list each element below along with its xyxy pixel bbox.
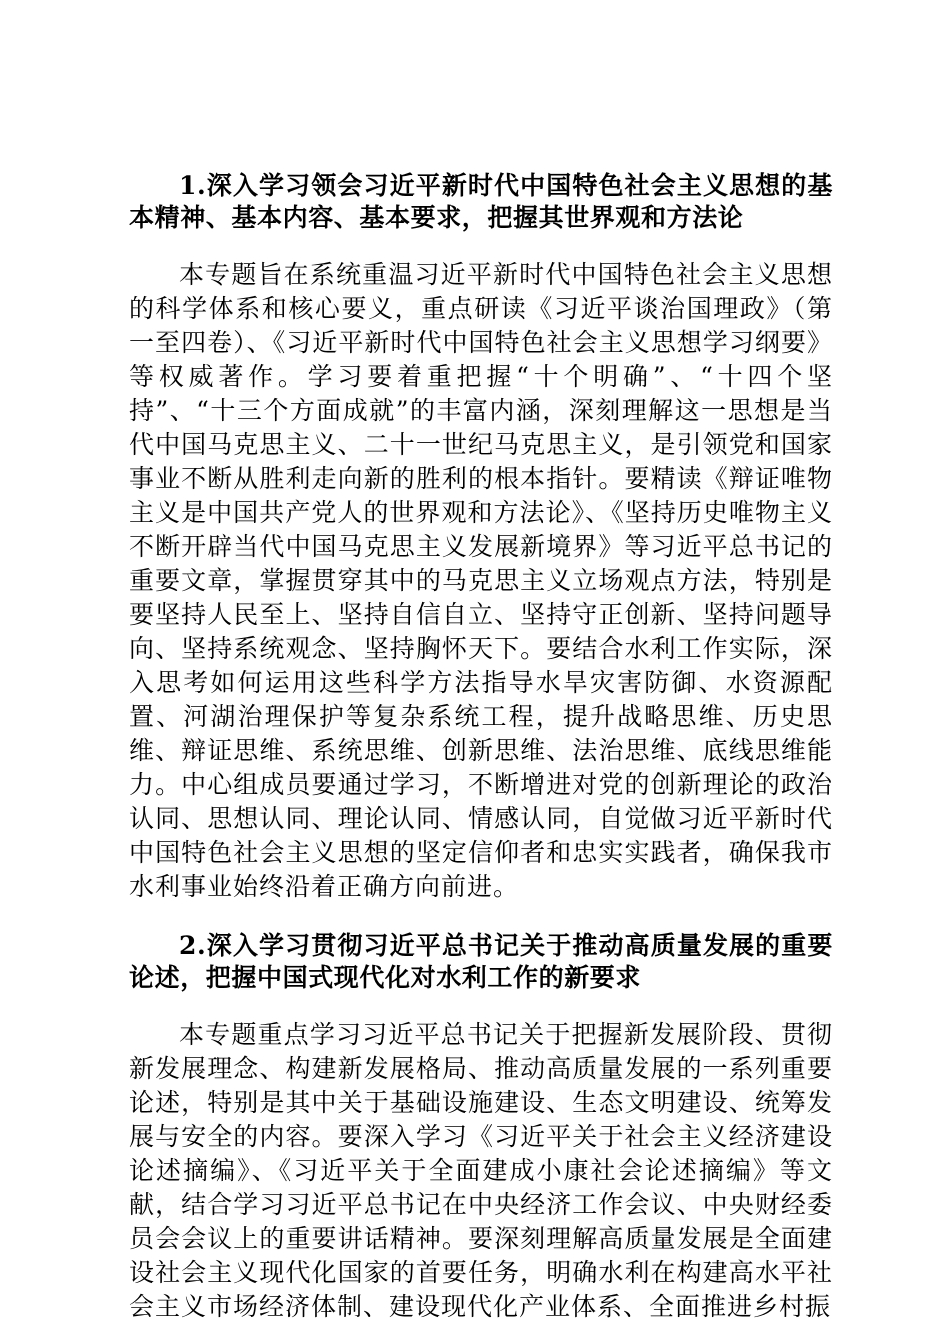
section-2-heading: 2.深入学习贯彻习近平总书记关于推动高质量发展的重要论述，把握中国式现代化对水利工作的新要求 [129,931,833,992]
spacer [129,994,833,1018]
section-2-body: 本专题重点学习习近平总书记关于把握新发展阶段、贯彻新发展理念、构建新发展格局、推动高质量发展的一系列重要论述，特别是其中关于基础设施建设、生态文明建设、统筹发展与安全的内容。要深入学习《习近平关于社会主义经济建设论述摘编》、《习近平关于全面建成小康社会论述摘编》等文献，结合学习习近平总书记在中央经济工作会议、中央财经委员会会议上的重要讲话精神。要深刻理解高质量发展是全面建设社会主义现代化国家的首要任务，明确水利在构建高水平社会主义市场经济体制、建设现代化产业体系、全面推进乡村振 [129,1020,833,1321]
section-1-heading: 1.深入学习领会习近平新时代中国特色社会主义思想的基本精神、基本内容、基本要求，把握其世界观和方法论 [129,171,833,232]
spacer [129,234,833,258]
document-content [129,170,833,1324]
spacer [129,904,833,930]
section-1-body: 本专题旨在系统重温习近平新时代中国特色社会主义思想的科学体系和核心要义，重点研读《习近平谈治国理政》（第一至四卷）、《习近平新时代中国特色社会主义思想学习纲要》等权威著作。学习要着重把握“十个明确”、“十四个坚持”、“十三个方面成就”的丰富内涵，深刻理解这一思想是当代中国马克思主义、二十一世纪马克思主义，是引领党和国家事业不断从胜利走向新的胜利的根本指针。要精读《辩证唯物主义是中国共产党人的世界观和方法论》、《坚持历史唯物主义不断开辟当代中国马克思主义发展新境界》等习近平总书记的重要文章，掌握贯穿其中的马克思主义立场观点方法，特别是要坚持人民至上、坚持自信自立、坚持守正创新、坚持问题导向、坚持系统观念、坚持胸怀天下。要结合水利工作实际，深入思考如何运用这些科学方法指导水旱灾害防御、水资源配置、河湖治理保护等复杂系统工程，提升战略思维、历史思维、辩证思维、系统思维、创新思维、法治思维、底线思维能力。中心组成员要通过学习，不断增进对党的创新理论的政治认同、思想认同、理论认同、情感认同，自觉做习近平新时代中国特色社会主义思想的坚定信仰者和忠实实践者，确保我市水利事业始终沿着正确方向前进。 [129,260,833,901]
